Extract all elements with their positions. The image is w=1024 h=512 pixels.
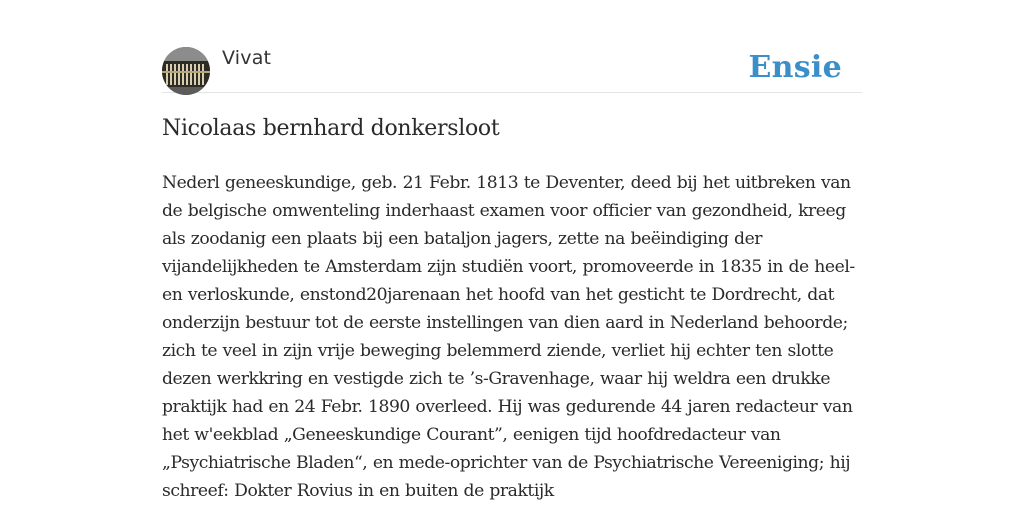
article-title: Nicolaas bernhard donkersloot — [162, 116, 500, 141]
article-body: Nederl geneeskundige, geb. 21 Febr. 1813 te Deventer, deed bij het uitbreken van de belgische omwenteling inderhaast examen voor officier van gezondheid, kreeg als zoodanig een plaats bij een bataljon jagers, zette na beëindiging der vijandelijkheden te Amsterdam zijn studiën voort, promoveerde in 1835 in de heel- en verloskunde, enstond20jarenaan het hoofd van het gesticht te Dordrecht, dat onderzijn bestuur tot de eerste instellingen van dien aard in Nederland behoorde; zich te veel in zijn vrije beweging belemmerd ziende, verliet hij echter ten slotte dezen werkkring en vestigde zich te ’s-Gravenhage, waar hij weldra een drukke praktijk had en 24 Febr. 1890 overleed. Hij was gedurende 44 jaren redacteur van het w'eekblad „Geneeskundige Courant”, eenigen tijd hoofdredacteur van „Psychiatrische Bladen“, en mede-oprichter van de Psychiatrische Vereeniging; hij schreef: Dokter Rovius in en buiten de praktijk — [162, 173, 855, 501]
source-avatar[interactable] — [162, 47, 210, 95]
book-spines-icon — [162, 47, 210, 95]
source-name[interactable]: Vivat — [222, 47, 272, 69]
header — [162, 44, 862, 93]
brand-logo[interactable]: Ensie — [748, 50, 842, 85]
